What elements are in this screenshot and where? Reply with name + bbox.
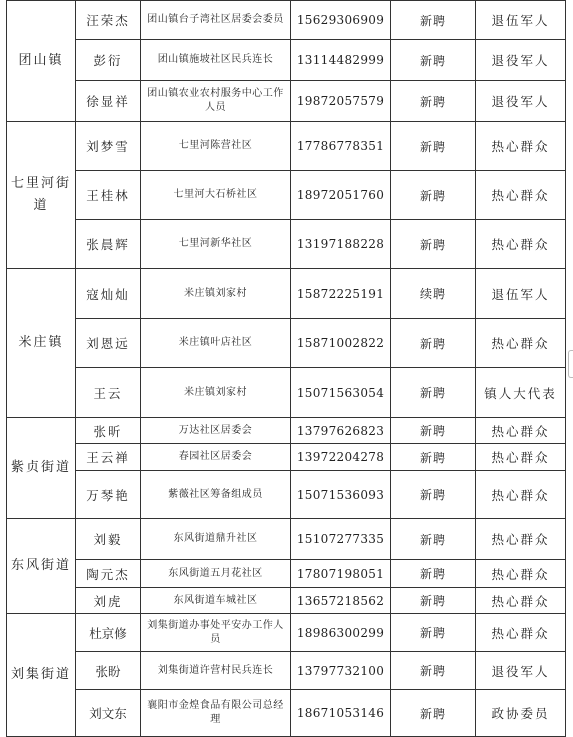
table-row	[7, 588, 566, 614]
unit-cell: 东风街道车城社区	[141, 588, 291, 614]
table-row	[7, 368, 566, 418]
personnel-table	[6, 0, 566, 737]
name-cell: 王云	[76, 368, 141, 418]
unit-cell: 东风街道鼎升社区	[141, 519, 291, 560]
type-cell: 新聘	[391, 122, 476, 171]
unit-cell: 团山镇施坡社区民兵连长	[141, 40, 291, 81]
name-cell: 彭衍	[76, 40, 141, 81]
type-cell: 续聘	[391, 269, 476, 319]
category-cell: 热心群众	[476, 171, 566, 220]
side-scroll-handle[interactable]	[568, 350, 573, 378]
unit-cell: 米庄镇叶店社区	[141, 319, 291, 368]
name-cell: 王桂林	[76, 171, 141, 220]
town-cell: 东风街道	[7, 519, 76, 614]
phone-cell: 15871002822	[291, 319, 391, 368]
unit-cell: 万达社区居委会	[141, 418, 291, 444]
category-cell: 热心群众	[476, 471, 566, 519]
category-cell: 退役军人	[476, 40, 566, 81]
type-cell: 新聘	[391, 171, 476, 220]
unit-cell: 刘集街道办事处平安办工作人员	[141, 614, 291, 652]
name-cell: 万琴艳	[76, 471, 141, 519]
category-cell: 热心群众	[476, 122, 566, 171]
unit-cell: 东风街道五月花社区	[141, 560, 291, 588]
category-cell: 退役军人	[476, 81, 566, 122]
table-row	[7, 444, 566, 471]
phone-cell: 18972051760	[291, 171, 391, 220]
unit-cell: 七里河陈营社区	[141, 122, 291, 171]
table-row	[7, 614, 566, 652]
category-cell: 热心群众	[476, 614, 566, 652]
unit-cell: 米庄镇刘家村	[141, 269, 291, 319]
name-cell: 刘恩远	[76, 319, 141, 368]
phone-cell: 17807198051	[291, 560, 391, 588]
type-cell: 新聘	[391, 220, 476, 269]
unit-cell: 春园社区居委会	[141, 444, 291, 471]
type-cell: 新聘	[391, 614, 476, 652]
unit-cell: 米庄镇刘家村	[141, 368, 291, 418]
type-cell: 新聘	[391, 1, 476, 40]
type-cell: 新聘	[391, 444, 476, 471]
category-cell: 政协委员	[476, 690, 566, 737]
table-row	[7, 418, 566, 444]
table-row	[7, 560, 566, 588]
unit-cell: 刘集街道许营村民兵连长	[141, 652, 291, 690]
category-cell: 热心群众	[476, 220, 566, 269]
town-cell: 七里河街道	[7, 122, 76, 269]
table-row	[7, 471, 566, 519]
unit-cell: 七里河新华社区	[141, 220, 291, 269]
type-cell: 新聘	[391, 319, 476, 368]
type-cell: 新聘	[391, 81, 476, 122]
type-cell: 新聘	[391, 418, 476, 444]
name-cell: 张盼	[76, 652, 141, 690]
type-cell: 新聘	[391, 588, 476, 614]
table-row	[7, 652, 566, 690]
table-row	[7, 81, 566, 122]
phone-cell: 15107277335	[291, 519, 391, 560]
category-cell: 热心群众	[476, 560, 566, 588]
category-cell: 镇人大代表	[476, 368, 566, 418]
name-cell: 刘梦雪	[76, 122, 141, 171]
category-cell: 退伍军人	[476, 1, 566, 40]
name-cell: 刘文东	[76, 690, 141, 737]
unit-cell: 七里河大石桥社区	[141, 171, 291, 220]
category-cell: 退伍军人	[476, 269, 566, 319]
table-row	[7, 1, 566, 40]
unit-cell: 团山镇台子湾社区居委会委员	[141, 1, 291, 40]
type-cell: 新聘	[391, 652, 476, 690]
phone-cell: 15071536093	[291, 471, 391, 519]
town-cell: 紫贞街道	[7, 418, 76, 519]
phone-cell: 19872057579	[291, 81, 391, 122]
name-cell: 王云禅	[76, 444, 141, 471]
town-cell: 刘集街道	[7, 614, 76, 737]
phone-cell: 17786778351	[291, 122, 391, 171]
table-row	[7, 519, 566, 560]
name-cell: 刘虎	[76, 588, 141, 614]
table-row	[7, 690, 566, 737]
type-cell: 新聘	[391, 40, 476, 81]
type-cell: 新聘	[391, 519, 476, 560]
table-row	[7, 220, 566, 269]
phone-cell: 13797626823	[291, 418, 391, 444]
category-cell: 热心群众	[476, 519, 566, 560]
phone-cell: 18986300299	[291, 614, 391, 652]
type-cell: 新聘	[391, 368, 476, 418]
table-row	[7, 319, 566, 368]
table-row	[7, 40, 566, 81]
type-cell: 新聘	[391, 690, 476, 737]
category-cell: 热心群众	[476, 588, 566, 614]
unit-cell: 团山镇农业农村服务中心工作人员	[141, 81, 291, 122]
phone-cell: 13197188228	[291, 220, 391, 269]
name-cell: 张昕	[76, 418, 141, 444]
phone-cell: 15071563054	[291, 368, 391, 418]
name-cell: 陶元杰	[76, 560, 141, 588]
phone-cell: 15629306909	[291, 1, 391, 40]
name-cell: 杜京修	[76, 614, 141, 652]
unit-cell: 紫薇社区筹备组成员	[141, 471, 291, 519]
name-cell: 张晨辉	[76, 220, 141, 269]
type-cell: 新聘	[391, 471, 476, 519]
phone-cell: 15872225191	[291, 269, 391, 319]
name-cell: 寇灿灿	[76, 269, 141, 319]
table-row	[7, 269, 566, 319]
category-cell: 退役军人	[476, 652, 566, 690]
name-cell: 刘毅	[76, 519, 141, 560]
town-cell: 米庄镇	[7, 269, 76, 418]
phone-cell: 13797732100	[291, 652, 391, 690]
town-cell: 团山镇	[7, 1, 76, 122]
unit-cell: 襄阳市金煌食品有限公司总经理	[141, 690, 291, 737]
table-row	[7, 122, 566, 171]
category-cell: 热心群众	[476, 444, 566, 471]
category-cell: 热心群众	[476, 319, 566, 368]
name-cell: 汪荣杰	[76, 1, 141, 40]
name-cell: 徐显祥	[76, 81, 141, 122]
table-row	[7, 171, 566, 220]
type-cell: 新聘	[391, 560, 476, 588]
phone-cell: 13114482999	[291, 40, 391, 81]
phone-cell: 13657218562	[291, 588, 391, 614]
phone-cell: 18671053146	[291, 690, 391, 737]
category-cell: 热心群众	[476, 418, 566, 444]
phone-cell: 13972204278	[291, 444, 391, 471]
